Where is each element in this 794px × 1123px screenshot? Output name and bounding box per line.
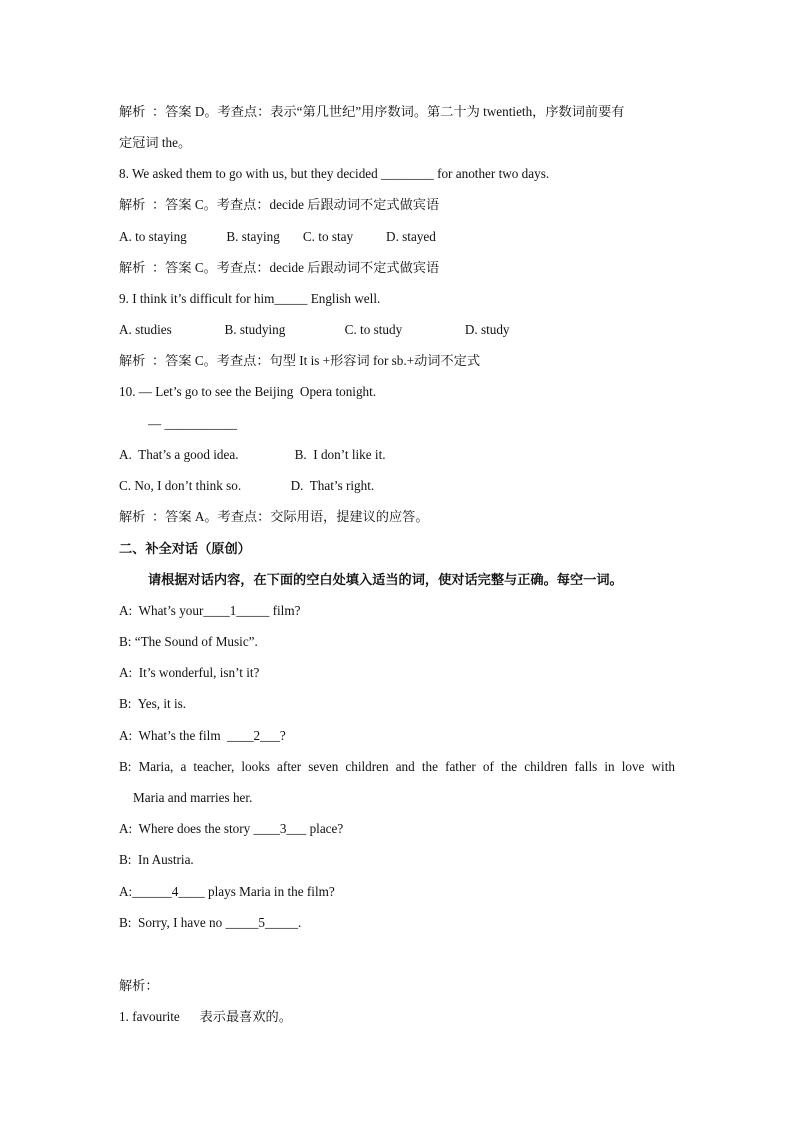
dialog-line-7: A: Where does the story ____3___ place? — [119, 821, 344, 836]
answer-1: 1. favourite 表示最喜欢的。 — [119, 1009, 292, 1024]
dialog-line-4: B: Yes, it is. — [119, 696, 187, 711]
dialog-word: B: — [119, 759, 132, 774]
question-10: 10. — Let’s go to see the Beijing Opera tonight. — [119, 384, 377, 399]
dialog-word: falls — [574, 759, 598, 774]
dialog-word: looks — [241, 759, 270, 774]
dialog-line-5: A: What’s the film ____2___? — [119, 728, 286, 743]
dialog-line-3: A: It’s wonderful, isn’t it? — [119, 665, 260, 680]
analysis-line-8b: 解析 ：答案 C。考查点：decide 后跟动词不定式做宾语 — [119, 260, 440, 275]
dialog-word: teacher, — [193, 759, 235, 774]
options-10-ab: A. That’s a good idea. B. I don’t like it. — [119, 447, 386, 462]
dialog-line-6 — [119, 758, 675, 776]
options-8: A. to staying B. staying C. to stay D. stayed — [119, 229, 436, 244]
dialog-word: the — [501, 759, 518, 774]
section-title: 二、补全对话（原创） — [119, 541, 251, 556]
analysis-heading: 解析： — [119, 978, 159, 993]
dialog-word: in — [604, 759, 615, 774]
analysis-line-8a: 解析 ：答案 C。考查点：decide 后跟动词不定式做宾语 — [119, 197, 440, 212]
section-instructions: 请根据对话内容，在下面的空白处填入适当的词，使对话完整与正确。每空一词。 — [148, 572, 623, 587]
dialog-word: children — [524, 759, 568, 774]
dialog-word: seven — [308, 759, 339, 774]
question-9: 9. I think it’s difficult for him_____ English well. — [119, 291, 381, 306]
dialog-word: of — [482, 759, 494, 774]
options-10-cd: C. No, I don’t think so. D. That’s right. — [119, 478, 375, 493]
dialog-word: with — [651, 759, 675, 774]
dialog-word: love — [621, 759, 645, 774]
analysis-line-9: 解析 ：答案 C。考查点：句型 It is +形容词 for sb.+动词不定式 — [119, 353, 481, 368]
dialog-word: Maria, — [138, 759, 174, 774]
dialog-line-2: B: “The Sound of Music”. — [119, 634, 258, 649]
analysis-line-7b: 定冠词 the。 — [119, 135, 192, 150]
dialog-line-1: A: What’s your____1_____ film? — [119, 603, 301, 618]
dialog-line-6-cont: Maria and marries her. — [133, 790, 253, 805]
dialog-word: and — [395, 759, 415, 774]
dialog-word: after — [277, 759, 302, 774]
dialog-line-9: A:______4____ plays Maria in the film? — [119, 884, 335, 899]
question-8: 8. We asked them to go with us, but they decided ________ for another two days. — [119, 166, 550, 181]
question-10-blank: — ___________ — [148, 416, 238, 431]
dialog-word: a — [180, 759, 187, 774]
dialog-word: the — [421, 759, 438, 774]
analysis-line-10: 解析 ：答案 A。考查点：交际用语，提建议的应答。 — [119, 509, 429, 524]
analysis-line-7a: 解析 ：答案 D。考查点：表示“第几世纪”用序数词。第二十为 twentieth，序数词前要有 — [119, 104, 625, 119]
dialog-line-10: B: Sorry, I have no _____5_____. — [119, 915, 302, 930]
dialog-word: father — [445, 759, 476, 774]
dialog-line-8: B: In Austria. — [119, 852, 194, 867]
dialog-word: children — [345, 759, 389, 774]
options-9: A. studies B. studying C. to study D. study — [119, 322, 510, 337]
